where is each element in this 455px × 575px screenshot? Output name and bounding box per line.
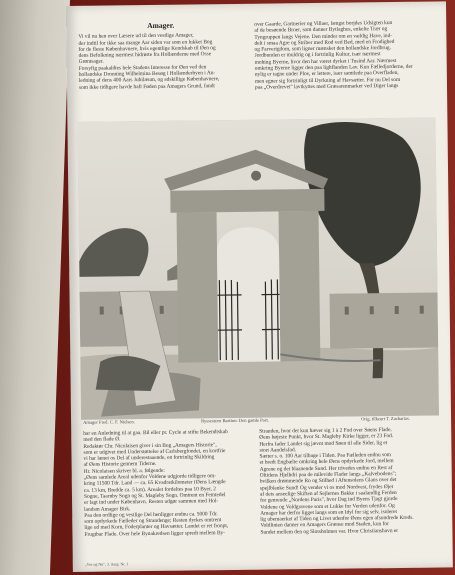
- text-line: Paa den ordlige og vestlige Del henligger endnu ca. 5000 Tdr.: [84, 511, 218, 519]
- text-line: Voldlinien danner en Amagers Grænse mod Staden, kun for: [260, 521, 389, 530]
- text-line: Amager har derfor ligget langs som en Idyl for sig selv, isoleret: [260, 508, 398, 517]
- text-line: Grøntsager.: [78, 59, 104, 66]
- text-line: Sundet mellem den og Slotsholmen var. Hvor Christianshavn er: [260, 527, 399, 536]
- text-line: vi har lænet os Del af underestaaende, en fortrinlig Skildring: [83, 454, 215, 463]
- text-line: Sætter s. o. 100 Aar tilbage i Tiden. Paa Fælleden endnu som: [259, 452, 392, 460]
- text-line: Voldene og Voldgravene som et Lukke for Verden udenfor. Og: [260, 502, 395, 511]
- gate-drawing: [77, 117, 439, 419]
- text-line: omkring Byerne ligger den paa lighflanden Lav. Kun Fælledjorderne, der: [254, 63, 413, 72]
- text-line: et bredt Engbælte omkring hele Øens opdyrkede Jord, mellem: [259, 458, 394, 467]
- text-line: stort Aandelsfad.: [259, 447, 297, 454]
- text-line: landsm Amager Birk.: [84, 505, 131, 513]
- text-line: men egner sig fortrinligt til Dyrkning af Havsætter. For nu Del som: [254, 76, 401, 85]
- text-line: over Gaarde, Gartnerier og Villaer, længst borjdes Udsigten kun: [254, 20, 393, 28]
- top-left-column: [78, 22, 244, 91]
- text-line: Vi vil nu hen over Læsere ud til den vestlige Amager,: [78, 32, 194, 41]
- caption-right: Orig. tilkeurt T. Zacharias.: [361, 415, 410, 422]
- text-line: dens Befolkning nærmest hidrørte fra Hollænderne med Osse: [78, 51, 212, 60]
- text-line: af dets anseelige Skiften af Sejlernes Bakke i saalandlig Ferden: [259, 489, 397, 498]
- top-right-column: [254, 20, 433, 91]
- gate-illustration: [77, 117, 439, 419]
- text-line: Herfra fader Landet sig jævnt mod Søen til alle Sider, lig et: [259, 439, 388, 448]
- text-line: for genreude „Nordens Paris", hvor Dag ind Byens Tjagt gjorde: [260, 496, 398, 504]
- text-line: som er udgivet med Understøttelse af Carlsbergfondet, en kortfrie: [83, 447, 226, 456]
- text-line: „Øens samlede Areal udenfor Voldene udgjorde tidligere om-: [83, 473, 217, 481]
- text-line: Hr. Nicolaisen skriver bl. a. følgende:: [83, 467, 165, 475]
- text-line: paa „Overdrevet" lavtkyttes med Græsarenmarker ved Diger langs: [254, 82, 399, 91]
- text-line: Jordbunden er muldrig og i fortrinlig Kultur, især nærmest: [254, 51, 381, 60]
- text-line: Stranden, hvor det kun hæver sig 1 à 2 Fod over Søens Flade.: [259, 427, 392, 435]
- text-line: lig ubemaerket af Tiden og Livet udenfor Øens egen afsondrede Kreds.: [260, 514, 414, 523]
- text-line: spejlblanke Sund! Og vender vi os mod Nordvest, frydes Øjet: [259, 483, 394, 492]
- text-line: for de fleste Københavnere, hvis egentlige Kendskab til Øen og: [78, 45, 216, 53]
- text-line: Øens højeste Punkt, hvor St. Magleby Kirke ligger, er 23 Fod.: [259, 433, 394, 441]
- text-line: som ikke tidligere havde haft Føden paa Amagers Grund, fandt: [78, 82, 215, 91]
- text-line: med den flade Ø.: [83, 436, 121, 444]
- text-line: Frugtbar Flade. Over hele Bynakredsen ligger spredt mellem By-: [84, 529, 226, 538]
- bottom-left-column: [83, 429, 250, 538]
- text-line: kring 11500 Tdr. Land — ca. 65 Kvadratkilometer (Øens Længde: [83, 479, 226, 488]
- text-line: Redaktør Chr. Nicolaisen giver i sin Bog „Amagers Historie",: [83, 441, 217, 450]
- text-line: Sogne, Taarnby Sogn og St. Magleby Sogn. Omtrent en Femtedel: [83, 492, 226, 500]
- text-line: af de besøende Broer, som danner Bytlaghus, enkelte Trær og: [254, 26, 388, 34]
- text-line: Tyngruppen langs Vejene. Den minder om en vældig Have, ind-: [254, 32, 393, 41]
- top-right-text: [254, 20, 433, 91]
- text-line: bvilken drømmende Ro og Stilhed i Aftensolens Glans over det: [259, 477, 397, 486]
- text-line: nylig er tagne under Plov, er lettere, især samtlede paa Overfladen,: [254, 70, 399, 79]
- magazine-page: [66, 1, 453, 572]
- page-footer: „Vor og Nu", 3. Aarg. Nr. 1: [84, 561, 129, 567]
- text-line: og Farverigdom, som ligner mænsket den hollandske Jordbrug.: [254, 45, 391, 53]
- caption-center: Ryssesteen Bastion: Den gamle Port.: [201, 417, 269, 424]
- text-line: lige ud med Korn, Foderplanter og Havsætter. Landet er ret fronpt,: [84, 523, 229, 532]
- text-line: som opdyrkede Fælleder og Strandenge; Resten dyrkes omtrent: [84, 517, 222, 525]
- text-line: der indtil for ikke saa mange Aar siden var som en lukket Bog: [78, 38, 213, 47]
- text-line: delt i smaa Agre og Striber med Rod ved Bed, med en Frodighed: [254, 38, 395, 47]
- text-line: af Øens Historie gennem Tiderne.: [83, 461, 157, 469]
- caption-left: Amager Fred. C. F. Nielsen.: [83, 419, 135, 425]
- text-line: hollandske Dronning Wilhelmina Besøg i Hollænderbyen i An-: [78, 70, 216, 78]
- bottom-right-column: [259, 426, 438, 535]
- article-heading: Amager.: [147, 20, 175, 31]
- text-line: har en Anledning til at gaa. Bil eller pr. Cycle at stifte Bekendtskab: [83, 429, 228, 437]
- top-left-text: [78, 32, 244, 91]
- text-line: ca. 13 km, Bredde ca. 5 km). Arealet fordeltes paa 10 Byer, 2: [83, 485, 216, 494]
- bottom-right-text: [259, 426, 438, 535]
- text-line: Agrene og det blaanende Sund. Her trivedes endnu en Rest af: [259, 464, 393, 473]
- text-line: er lagt ind under København. Resten udgør sammen med Hol-: [84, 498, 219, 507]
- text-line: ledning af dens 400 Aars Jubilæum, og adskillige Københavnere,: [78, 76, 220, 85]
- bottom-left-text: [83, 429, 250, 538]
- text-line: mohing Byerne, hvor den har været dyrket i Tusind Aar. Nærmest: [254, 57, 397, 66]
- text-line: Oltidens Hjelhdri paa de milevide Flader langs „Kalvebodens";: [259, 471, 397, 479]
- text-line: Forsyfig paakaldtes hele Stadens Interesse for Øen ved den: [78, 64, 207, 72]
